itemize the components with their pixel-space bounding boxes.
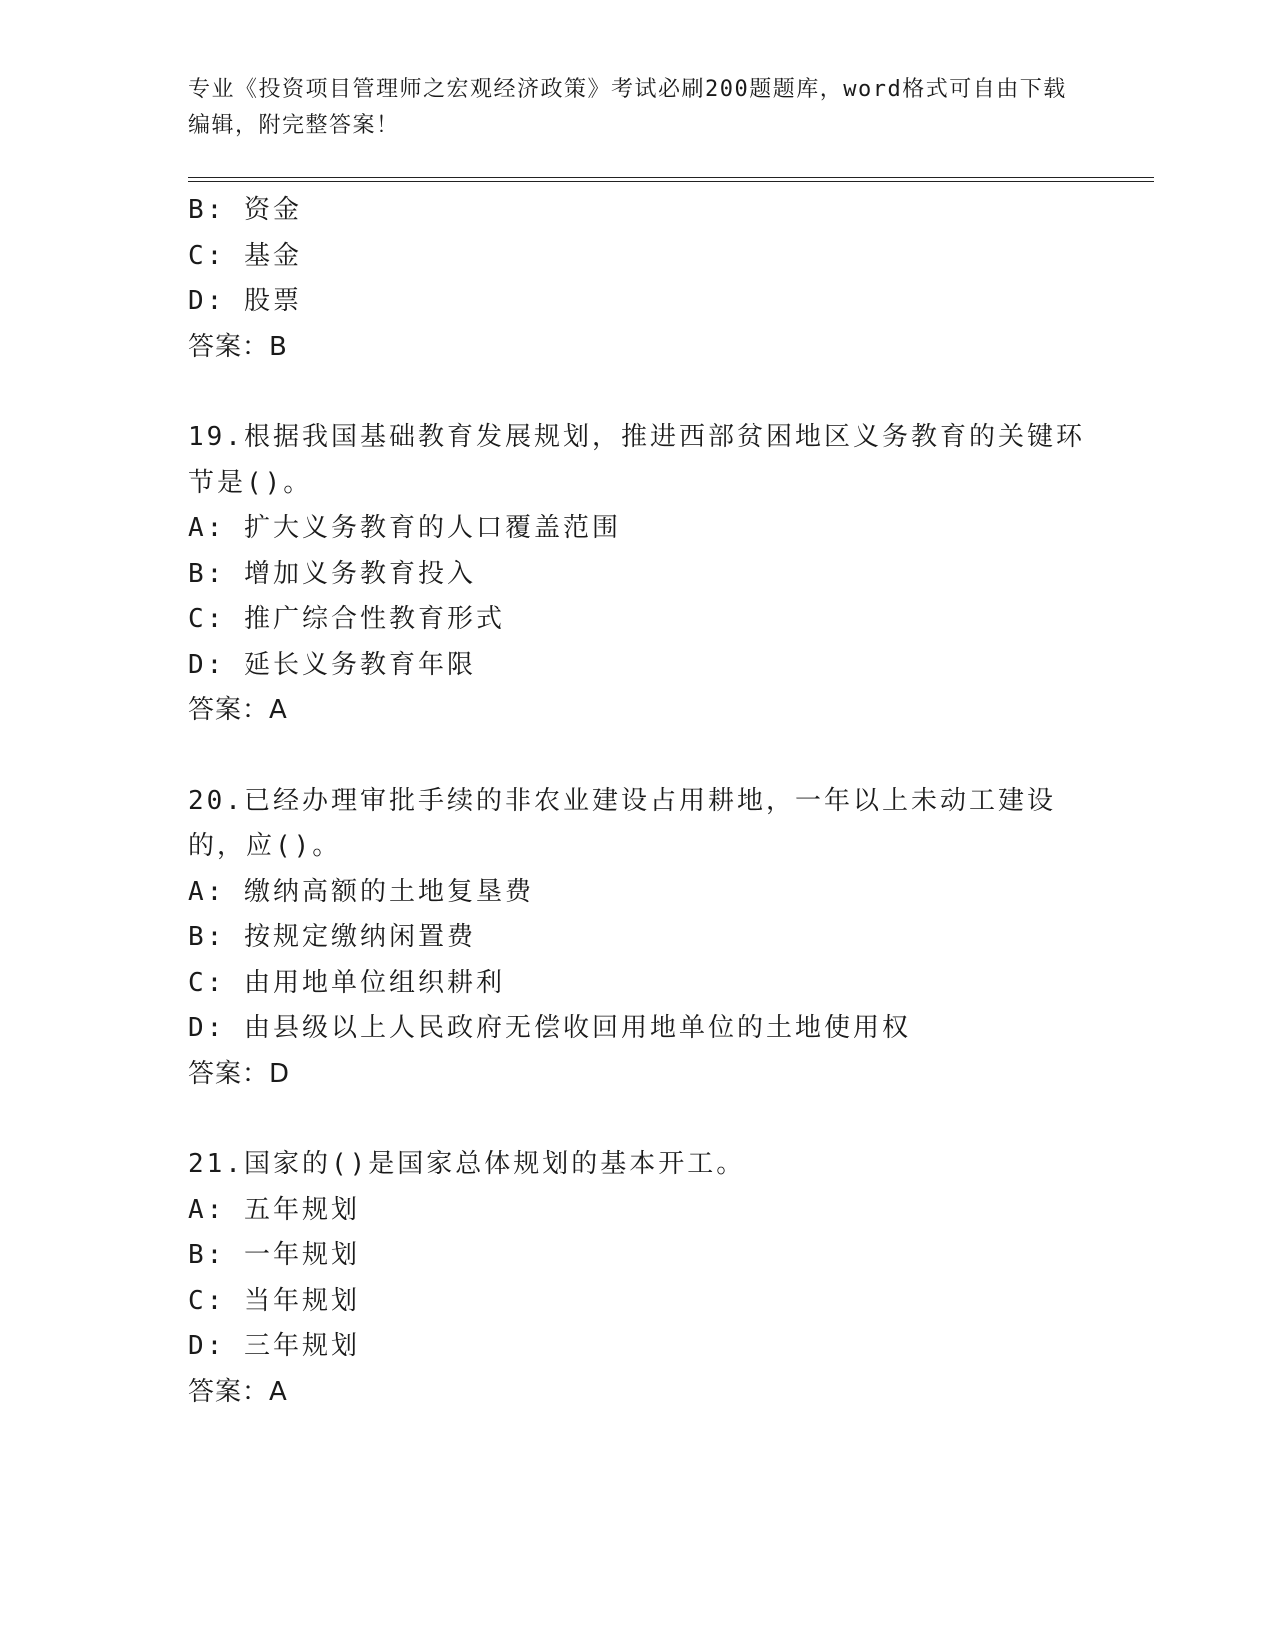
option-a — [188, 506, 1088, 552]
option-text: 当年规划 — [243, 1285, 360, 1316]
option-label: B: — [188, 1240, 226, 1270]
option-label: C: — [188, 604, 226, 634]
option-d — [188, 279, 1088, 325]
option-text: 增加义务教育投入 — [243, 558, 476, 589]
answer-line: 答案：D — [188, 1058, 291, 1089]
option-d — [188, 643, 1088, 689]
question-stem: 21.国家的()是国家总体规划的基本开工。 — [188, 1149, 746, 1179]
option-d — [188, 1006, 1088, 1052]
option-d — [188, 1324, 1088, 1370]
option-label: B: — [188, 922, 226, 952]
header-rule-top — [188, 177, 1154, 178]
question-list — [188, 188, 1088, 1415]
option-text: 三年规划 — [243, 1331, 360, 1361]
spacer — [188, 1097, 1088, 1142]
header-rule-bottom — [188, 181, 1154, 182]
option-label: A: — [188, 1194, 226, 1225]
question-21 — [188, 1142, 1088, 1415]
option-c — [188, 1279, 1088, 1325]
option-label: A: — [188, 876, 226, 907]
option-b — [188, 1233, 1088, 1279]
option-c — [188, 234, 1088, 280]
option-text: 缴纳高额的土地复垦费 — [243, 876, 534, 907]
question-stem: 19.根据我国基础教育发展规划，推进西部贫困地区义务教育的关键环节是()。 — [188, 422, 1085, 498]
option-text: 推广综合性教育形式 — [243, 604, 505, 634]
option-label: D: — [188, 1013, 226, 1043]
answer-line: 答案：A — [188, 695, 288, 725]
option-text: 扩大义务教育的人口覆盖范围 — [243, 513, 621, 543]
option-text: 一年规划 — [243, 1240, 360, 1270]
question-stem: 20.已经办理审批手续的非农业建设占用耕地，一年以上未动工建设的，应()。 — [188, 785, 1056, 861]
option-label: C: — [188, 967, 226, 998]
option-b — [188, 915, 1088, 961]
option-label: D: — [188, 1331, 226, 1361]
option-label: B: — [188, 558, 226, 589]
option-text: 股票 — [243, 286, 302, 316]
question-19 — [188, 415, 1088, 734]
option-text: 基金 — [243, 240, 302, 271]
option-text: 由县级以上人民政府无偿收回用地单位的土地使用权 — [243, 1013, 911, 1043]
option-label: D: — [188, 286, 226, 316]
option-label: D: — [188, 649, 226, 680]
question-18-fragment — [188, 188, 1088, 370]
option-text: 五年规划 — [243, 1194, 360, 1225]
option-text: 延长义务教育年限 — [243, 649, 476, 680]
option-a — [188, 870, 1088, 916]
spacer — [188, 370, 1088, 415]
option-text: 资金 — [243, 195, 302, 225]
option-b — [188, 188, 1088, 234]
answer-line: 答案：B — [188, 331, 288, 362]
option-label: C: — [188, 1285, 226, 1316]
option-label: C: — [188, 240, 226, 271]
option-b — [188, 552, 1088, 598]
option-text: 由用地单位组织耕利 — [243, 967, 505, 998]
question-20 — [188, 779, 1088, 1098]
option-a — [188, 1188, 1088, 1234]
option-c — [188, 961, 1088, 1007]
option-c — [188, 597, 1088, 643]
option-text: 按规定缴纳闲置费 — [243, 922, 476, 952]
option-label: A: — [188, 513, 226, 543]
option-label: B: — [188, 195, 226, 225]
answer-line: 答案：A — [188, 1376, 288, 1407]
spacer — [188, 734, 1088, 779]
document-header: 专业《投资项目管理师之宏观经济政策》考试必刷200题题库，word格式可自由下载编辑，附完整答案！ — [188, 77, 1067, 138]
